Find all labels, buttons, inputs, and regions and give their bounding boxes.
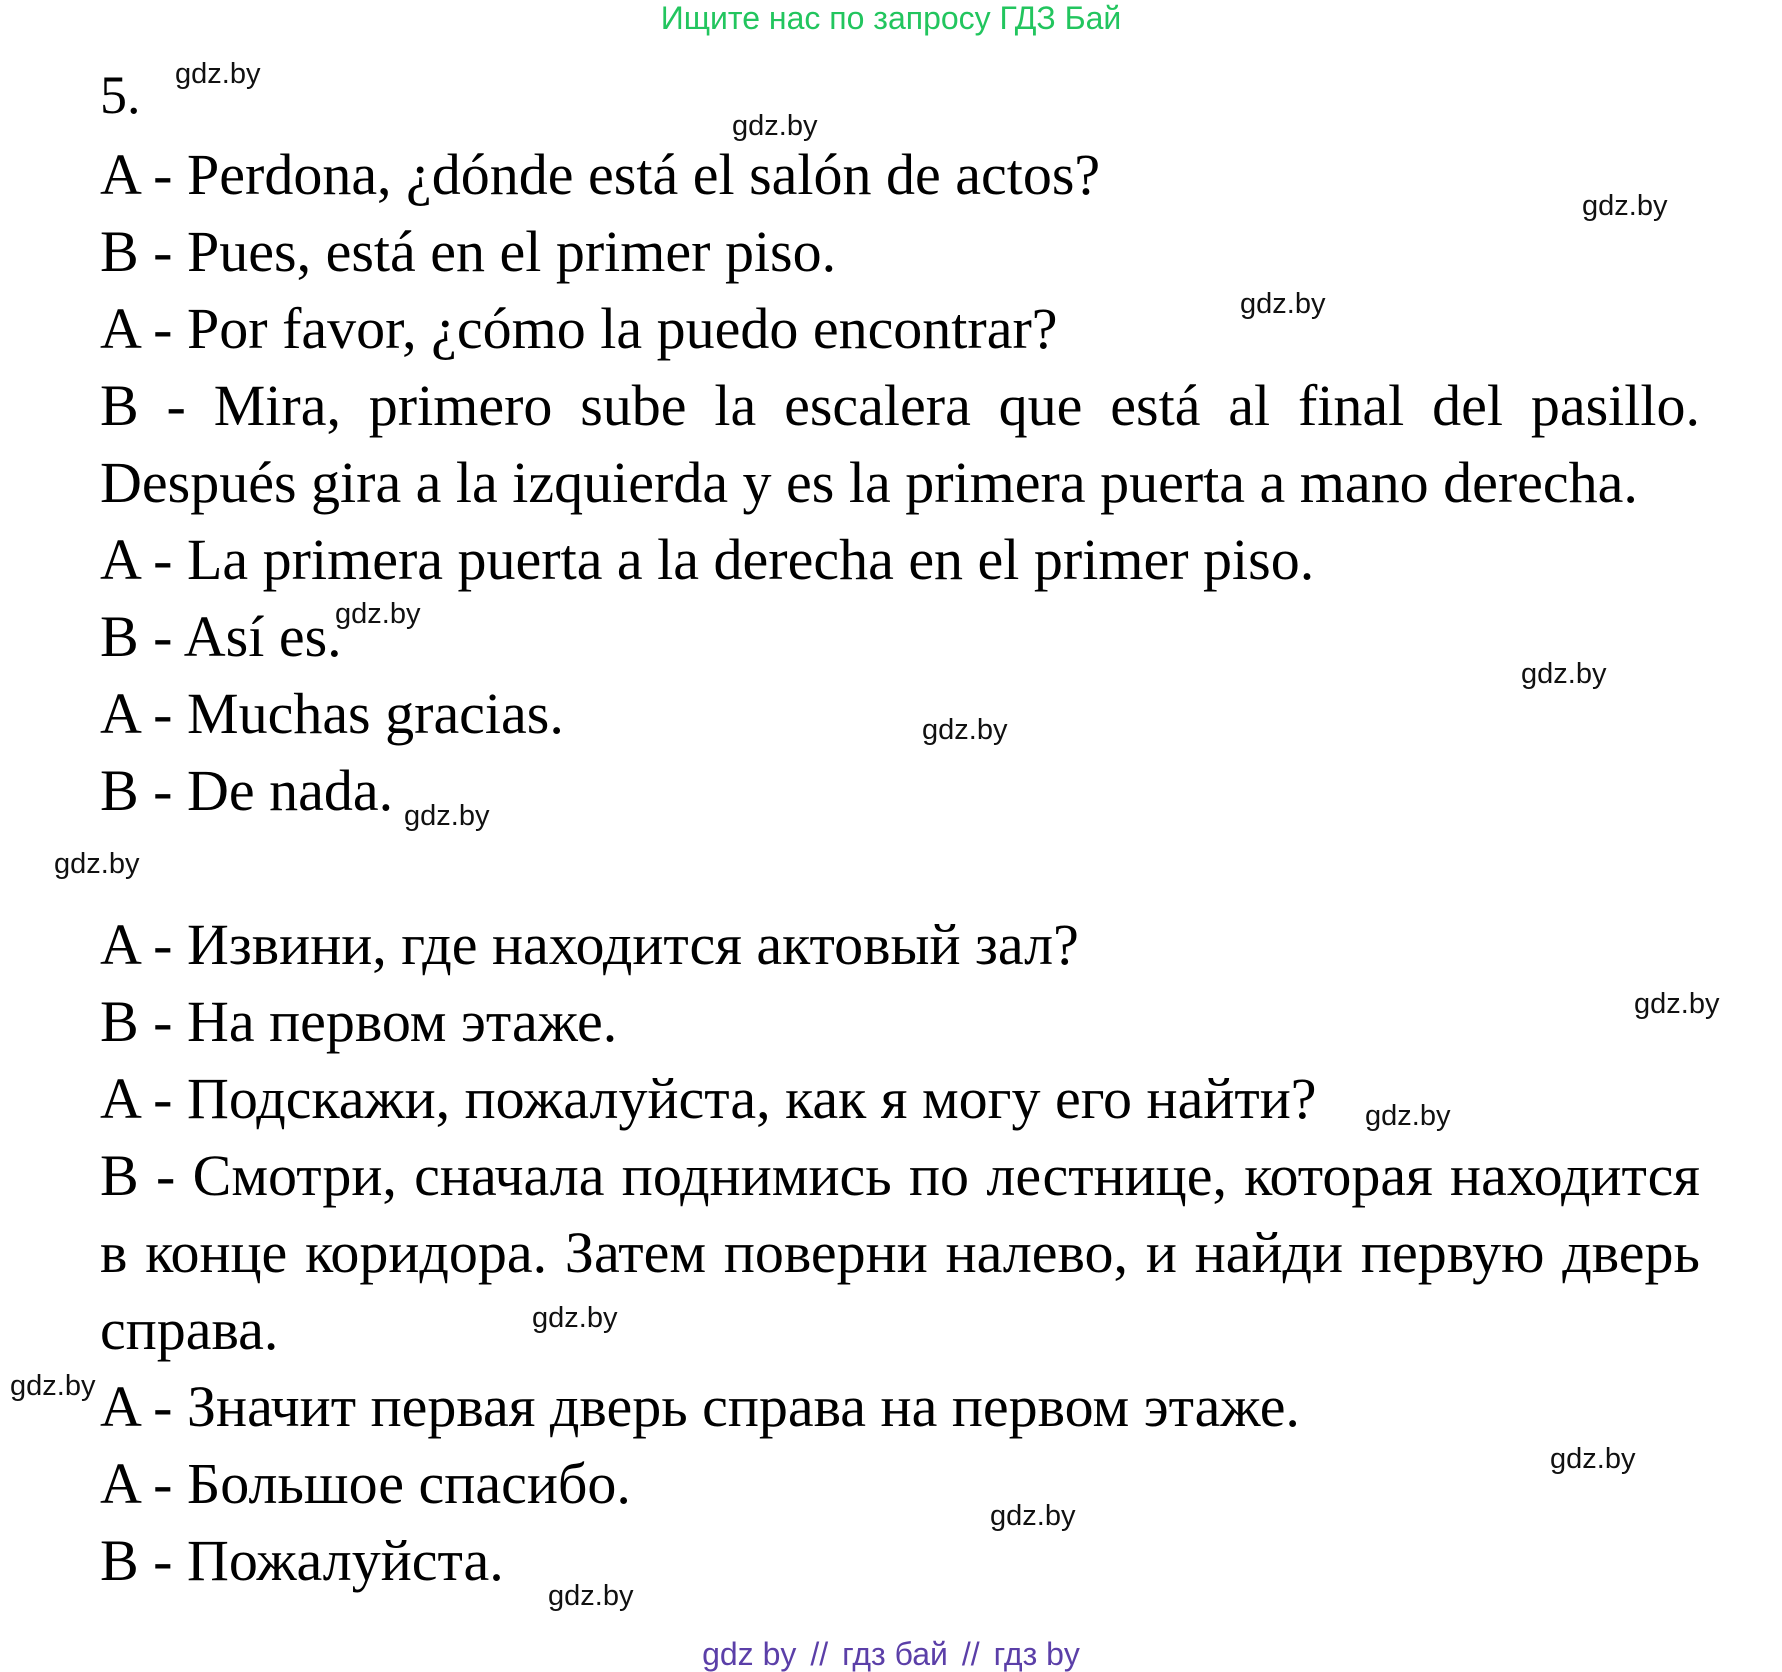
search-banner: Ищите нас по запросу ГДЗ Бай <box>660 0 1122 36</box>
spanish-line-8: A - Muchas gracias. <box>100 681 564 746</box>
watermark: gdz.by <box>404 800 490 832</box>
russian-line-6: справа. <box>100 1297 279 1362</box>
russian-line-2: B - На первом этаже. <box>100 989 618 1054</box>
russian-line-9: B - Пожалуйста. <box>100 1528 504 1593</box>
spanish-line-9: B - De nada. <box>100 758 394 823</box>
russian-line-1: A - Извини, где находится актовый зал? <box>100 912 1079 977</box>
footer-separator: // <box>961 1636 980 1672</box>
watermark: gdz.by <box>990 1500 1076 1532</box>
footer-links <box>0 1636 1782 1672</box>
watermark: gdz.by <box>1550 1443 1636 1475</box>
watermark: gdz.by <box>10 1370 96 1402</box>
russian-line-5: в конце коридора. Затем поверни налево, и найди первую дверь <box>100 1220 1700 1285</box>
watermark: gdz.by <box>1240 288 1326 320</box>
spanish-line-6: A - La primera puerta a la derecha en el primer piso. <box>100 527 1315 592</box>
spanish-line-5: Después gira a la izquierda y es la primera puerta a mano derecha. <box>100 450 1638 515</box>
watermark: gdz.by <box>335 598 421 630</box>
watermark: gdz.by <box>532 1302 618 1334</box>
footer-link-gdz-by-cyrillic[interactable]: гдз by <box>993 1636 1080 1672</box>
russian-line-3: A - Подскажи, пожалуйста, как я могу его найти? <box>100 1066 1317 1131</box>
russian-line-8: A - Большое спасибо. <box>100 1451 631 1516</box>
watermark: gdz.by <box>1365 1100 1451 1132</box>
watermark: gdz.by <box>1634 988 1720 1020</box>
watermark: gdz.by <box>175 58 261 90</box>
spanish-line-1: A - Perdona, ¿dónde está el salón de actos? <box>100 142 1101 207</box>
watermark: gdz.by <box>1582 190 1668 222</box>
spanish-line-4: B - Mira, primero sube la escalera que está al final del pasillo. <box>100 373 1700 438</box>
spanish-line-7: B - Así es. <box>100 604 342 669</box>
watermark: gdz.by <box>548 1580 634 1612</box>
footer-separator: // <box>810 1636 829 1672</box>
footer-link-gdz-bai[interactable]: гдз бай <box>842 1636 948 1672</box>
russian-line-7: A - Значит первая дверь справа на первом этаже. <box>100 1374 1300 1439</box>
spanish-line-3: A - Por favor, ¿cómo la puedo encontrar? <box>100 296 1058 361</box>
watermark: gdz.by <box>54 848 140 880</box>
footer-link-gdz-by[interactable]: gdz by <box>702 1636 797 1672</box>
watermark: gdz.by <box>922 714 1008 746</box>
spanish-line-2: B - Pues, está en el primer piso. <box>100 219 837 284</box>
watermark: gdz.by <box>732 110 818 142</box>
watermark: gdz.by <box>1521 658 1607 690</box>
exercise-number: 5. <box>100 65 141 125</box>
russian-line-4: B - Смотри, сначала поднимись по лестнице, которая находится <box>100 1143 1700 1208</box>
